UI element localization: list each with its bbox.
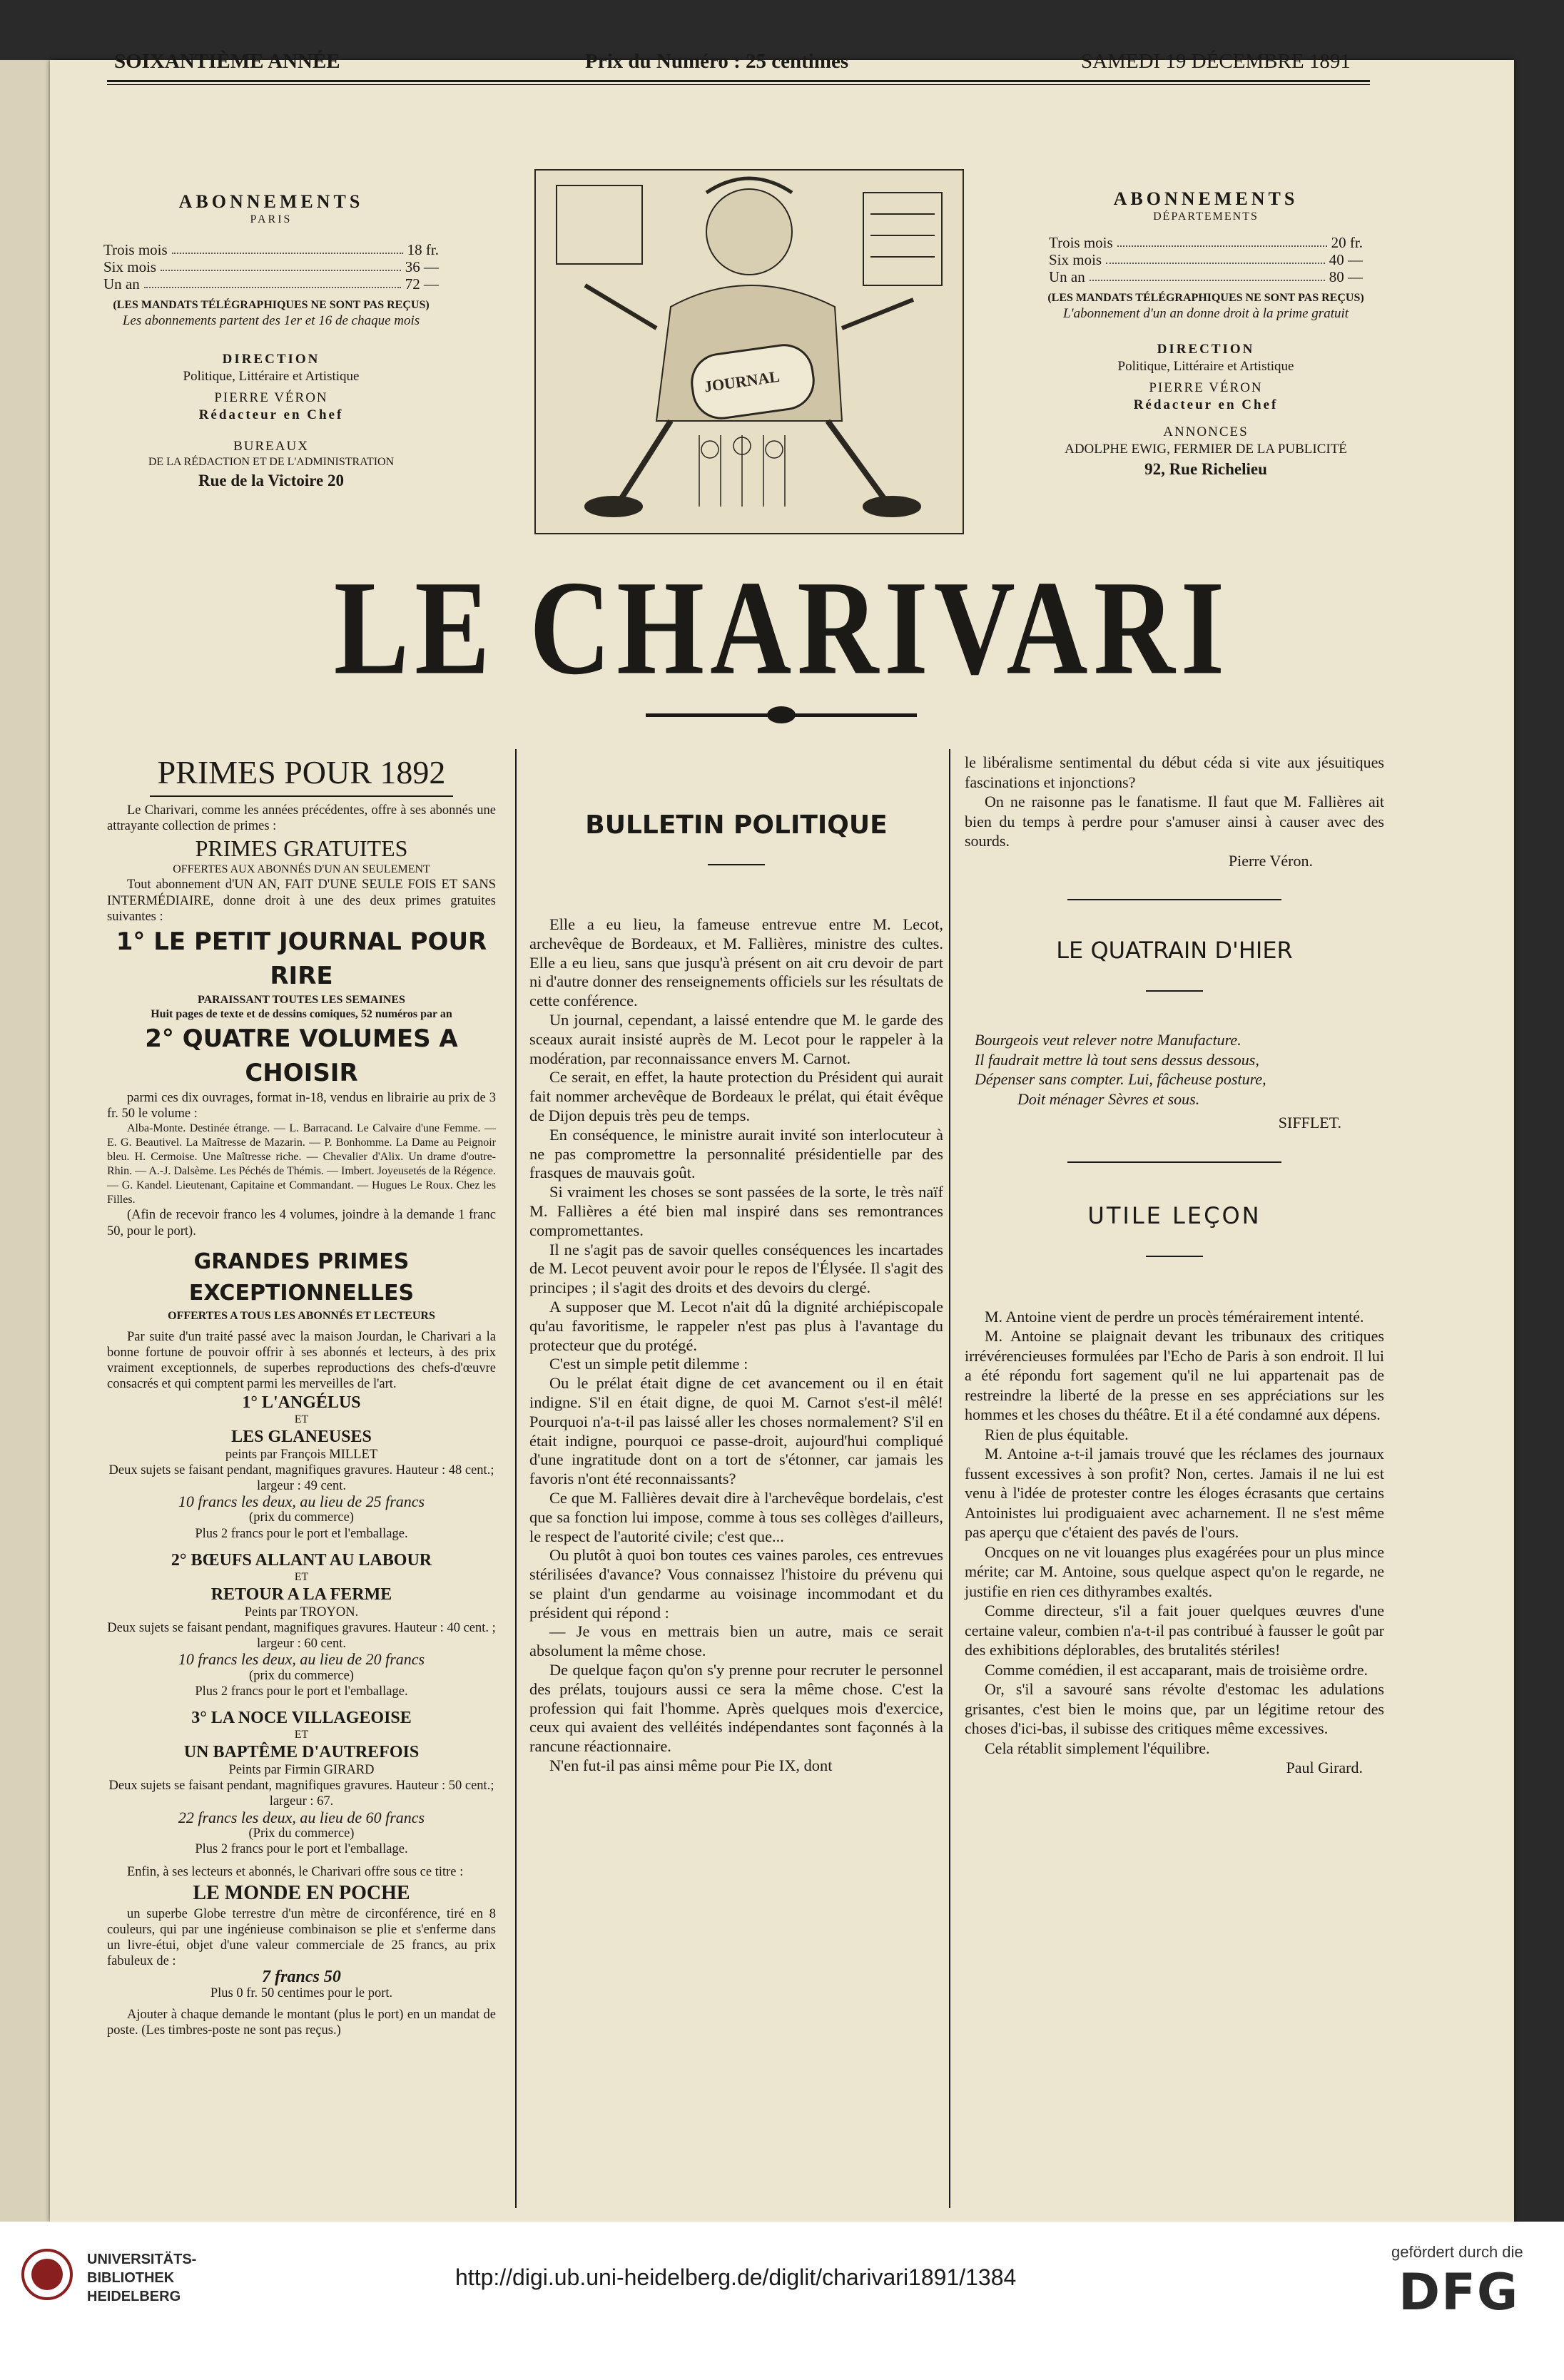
abon-paris-direction: DIRECTION [222,352,320,367]
university-seal-icon [20,2247,74,2302]
bulletin-paragraph: Elle a eu lieu, la fameuse entrevue entre M. Lecot, archevêque de Bordeaux, et M. Fallières, ministre des cultes. Elle a eu lieu, sans que jusqu'à présent on ait cru devoir de part ni d'autre donner des renseignements officiels sur les résultats de cette conférence. [529,915,944,1010]
quatrain-line: Il faudrait mettre là tout sens dessus dessous, [975,1050,1259,1069]
lecon-paragraph: Cela rétablit simplement l'équilibre. [985,1739,1210,1757]
library-name-line: HEIDELBERG [87,2289,181,2304]
prime-1-sub: PARAISSANT TOUTES LES SEMAINES [198,994,405,1007]
lecon-body [965,1307,1384,1759]
abon-paris-bureaux: BUREAUX [233,439,309,454]
abon-paris-row: Un an 72 — [103,275,439,293]
primes-intro: Le Charivari, comme les années précédentes, offre à ses abonnés une attrayante collection de primes : [107,803,496,834]
abonnements-departements [1035,188,1377,478]
lecon-paragraph: Oncques on ne vit louanges plus exagérées pour un plus mince mérite; car M. Antoine, sous quelque aspect qu'on le regarde, ne justifie en rien ces dithyrambes exaltés. [965,1542,1384,1600]
prime-g1-et: ET [294,1413,309,1425]
bulletin-body [529,915,943,1776]
prime-g2-et: ET [294,1570,309,1583]
prime-g1-title: 1° L'ANGÉLUS [242,1393,361,1412]
abon-dept-address: 92, Rue Richelieu [1144,460,1267,478]
abon-dept-row: Trois mois 20 fr. [1049,234,1363,251]
bulletin-paragraph: A supposer que M. Lecot n'ait dû la dignité archiépiscopale qu'au favoritisme, le rappeler n'est pas plus à l'avantage du protecteur que du protégé. [529,1297,943,1354]
primes-gratuites-text: Tout abonnement d'UN AN, FAIT D'UNE SEULE FOIS ET SANS INTERMÉDIAIRE, donne droit à une des deux primes gratuites suivantes : [107,878,496,924]
prime-g1-port: Plus 2 francs pour le port et l'emballage. [195,1526,408,1541]
prime-g3-pc: (Prix du commerce) [248,1826,355,1841]
monde-title: LE MONDE EN POCHE [193,1881,410,1904]
illustration-banner: JOURNAL [703,367,781,396]
abon-dept-director-role: Rédacteur en Chef [1133,397,1279,412]
grandes-primes-title: GRANDES PRIMES EXCEPTIONNELLES [188,1249,415,1306]
lecon-paragraph: M. Antoine se plaignait devant les tribunaux des critiques irrévérencieuses formulées par l'Echo de Paris à son endroit. Il lui a été répondu fort sagement qu'il ne lui appartenait pas de restreindre la liberté de la presse en ses appréciations sur les hommes et les choses du théâtre. Et il a été condamné aux dépens. [965,1327,1384,1423]
newspaper-title: LE CHARIVARI [333,553,1231,703]
bulletin-paragraph: — Je vous en mettrais bien un autre, mais ce serait absolument la même chose. [529,1622,943,1660]
prime-g3-et: ET [294,1729,309,1741]
bulletin-heading: BULLETIN POLITIQUE [585,810,888,840]
abon-paris-subtitle: PARIS [250,213,293,225]
funded-by-text: gefördert durch die [1391,2243,1523,2261]
prime-g3-text: Deux sujets se faisant pendant, magnifiques gravures. Hauteur : 50 cent.; largeur : 67. [108,1779,494,1809]
abon-paris-row: Trois mois 18 fr. [103,241,439,258]
abon-dept-row: Un an 80 — [1049,268,1363,285]
lecon-paragraph: Comme comédien, il est accaparant, mais de troisième ordre. [985,1660,1368,1679]
abon-paris-director: PIERRE VÉRON [214,390,328,405]
bulletin-paragraph: Si vraiment les choses se sont passées de la sorte, le très naïf M. Fallières a été bien mal inspiré dans ses remontrances compromettantes. [529,1183,943,1239]
primes-heading: PRIMES POUR 1892 [157,754,446,790]
lecon-heading: UTILE LEÇON [1087,1201,1261,1229]
abonnements-paris [103,191,439,489]
abon-paris-note2: Les abonnements partent des 1er et 16 de chaque mois [122,313,420,328]
abon-dept-row: Six mois 40 — [1049,251,1363,268]
source-url-link[interactable]: http://digi.ub.uni-heidelberg.de/diglit/charivari1891/1384 [455,2264,1017,2290]
prime-g3-title-b: UN BAPTÊME D'AUTREFOIS [183,1743,420,1762]
bulletin-paragraph: N'en fut-il pas ainsi même pour Pie IX, dont [549,1756,833,1775]
cartoon-illustration [528,164,970,549]
quatrain-line: Dépenser sans compter. Lui, fâcheuse posture, [975,1070,1266,1088]
column-separator [515,749,517,2208]
abon-dept-direction: DIRECTION [1157,342,1255,357]
bulletin-paragraph: Ou plutôt à quoi bon toutes ces vaines paroles, ces entrevues stérilisées d'avance? Vous connaissez l'histoire du prévenu qui se plaint d'un gendarme au voisinage incommodant et du président qui répond : [529,1546,943,1622]
prime-g1-title-b: LES GLANEUSES [231,1427,372,1446]
prime-1-title: 1° LE PETIT JOURNAL POUR RIRE [116,927,487,991]
prime-g1-text: Deux sujets se faisant pendant, magnifiques gravures. Hauteur : 48 cent.; largeur : 49 cent. [108,1463,494,1494]
primes-gratuites: PRIMES GRATUITES [195,835,408,862]
prime-2-text: parmi ces dix ouvrages, format in-18, vendus en librairie au prix de 3 fr. 50 le volume : [107,1091,496,1122]
prime-g2-pc: (prix du commerce) [249,1668,354,1683]
prime-g2-price: 10 francs les deux, au lieu de 20 francs [178,1650,425,1669]
quatrain-poem [965,1030,1384,1109]
bulletin-paragraph: Un journal, cependant, a laissé entendre que M. le garde des sceaux aurait insisté auprès de M. Lecot pour le rappeler à la modération, par reconnaissance envers M. Carnot. [529,1010,943,1067]
abon-dept-subtitle: DÉPARTEMENTS [1153,210,1259,223]
abon-paris-title: ABONNEMENTS [178,191,364,212]
column-primes [107,753,496,2038]
footer-bar [0,2222,1564,2380]
abon-paris-director-role: Rédacteur en Chef [198,407,344,422]
bulletin-paragraph: En conséquence, le ministre aurait invité son interlocuteur à ne pas compromettre la personnalité présidentielle par des frasques de mauvais goût. [529,1125,943,1182]
prime-g3-title: 3° LA NOCE VILLAGEOISE [191,1709,412,1728]
monde-text: un superbe Globe terrestre d'un mètre de circonférence, tiré en 8 couleurs, qui par une ingénieuse combinaison se plie et s'enferme dans un livre-étui, objet d'une valeur commerciale de 25 francs, au prix fabuleux de : [107,1906,496,1969]
bulletin-paragraph: Il ne s'agit pas de savoir quelles conséquences les incartades de M. Lecot peuvent avoir pour le repos de l'Élysée. Il s'agit des principes ; il s'agit des droits et des devoirs du clergé. [529,1240,943,1297]
adjacent-page-strip [0,60,50,2222]
abon-dept-note2: L'abonnement d'un an donne droit à la prime gratuit [1062,306,1349,321]
signature-sifflet: SIFFLET. [1278,1114,1341,1131]
prime-g2-title: 2° BŒUFS ALLANT AU LABOUR [171,1550,432,1570]
abon-paris-bureaux-line: DE LA RÉDACTION ET DE L'ADMINISTRATION [148,456,395,468]
quatrain-line: Bourgeois veut relever notre Manufacture. [975,1031,1241,1049]
grandes-primes-sub: OFFERTES A TOUS LES ABONNÉS ET LECTEURS [168,1309,435,1322]
prime-g2-port: Plus 2 francs pour le port et l'emballage. [195,1684,408,1699]
masthead-year: SOIXANTIÈME ANNÉE [114,50,340,73]
abon-dept-annonces: ANNONCES [1163,424,1249,439]
prime-1-text: Huit pages de texte et de dessins comiques, 52 numéros par an [151,1008,452,1021]
dfg-logo: DFG [1398,2263,1520,2321]
prime-g2-by: Peints par TROYON. [244,1605,359,1619]
abon-dept-note: (LES MANDATS TÉLÉGRAPHIQUES NE SONT PAS REÇUS) [1047,292,1364,304]
grandes-primes-text: Par suite d'un traité passé avec la maison Jourdan, le Charivari a la bonne fortune de pouvoir offrir à ses abonnés et lecteurs, à des prix vraiment exceptionnels, de superbes reproductions des chefs-d'œuvre consacrés et qui comptent parmi les merveilles de l'art. [107,1329,496,1392]
title-ornament [767,706,796,723]
lecon-paragraph: M. Antoine vient de perdre un procès témérairement intenté. [985,1307,1364,1326]
monde-price: 7 francs 50 [262,1968,341,1987]
abon-dept-title: ABONNEMENTS [1113,188,1299,209]
masthead-rule-thin [107,84,1370,85]
bulletin-paragraph: C'est un simple petit dilemme : [549,1355,748,1373]
prime-g2-title-b: RETOUR A LA FERME [210,1585,392,1604]
abon-dept-direction-line: Politique, Littéraire et Artistique [1117,359,1294,374]
bulletin-paragraph: Ou le prélat était digne de cet avancement ou il en était indigne. S'il en était digne, de quoi M. Carnot s'est-il mêlé! Pourquoi n'a-t-il pas laissé aller les choses normalement? S'il en était indigne, pourquoi ce passe-droit, aujourd'hui compliqué d'une ingratitude dont on a tort de s'étonner, car jamais les favoris n'ont été reconnaissants? [529,1374,943,1488]
bulletin-paragraph: Ce serait, en effet, la haute protection du Président qui aurait fait nommer archevêque de Bordeaux le prélat, qui était évêque de Dijon depuis très peu de temps. [529,1068,943,1124]
column-separator [949,749,950,2208]
abon-dept-director: PIERRE VÉRON [1149,380,1263,395]
column-right [965,753,1384,1778]
signature-girard: Paul Girard. [1286,1759,1363,1776]
prime-2-list: Alba-Monte. Destinée étrange. — L. Barracand. Le Calvaire d'une Femme. — E. G. Beautivel. La Maîtresse de Mazarin. — P. Bonhomme. La Dame au Peignoir bleu. H. Cermoise. Une Maîtresse riche. — Chevalier d'Alix. Un drame d'outre-Rhin. — A.-J. Dalsème. Les Péchés de Thémis. — Imbert. Joyeusetés de la Régence. — G. Kandel. Lieutenant, Capitaine et Commandant. — Hugues Le Roux. Chez les Filles. [107,1122,496,1206]
signature-veron: Pierre Véron. [1228,851,1313,870]
abon-paris-direction-line: Politique, Littéraire et Artistique [183,369,360,384]
quatrain-line: Doit ménager Sèvres et sous. [1017,1089,1200,1108]
abon-dept-annonces-line: ADOLPHE EWIG, FERMIER DE LA PUBLICITÉ [1065,442,1347,457]
abon-paris-address: Rue de la Victoire 20 [198,472,344,489]
bulletin-cont: le libéralisme sentimental du début céda si vite aux jésuitiques fascinations et injonctions? [965,753,1384,791]
prime-g3-price: 22 francs les deux, au lieu de 60 francs [178,1808,425,1826]
prime-g3-by: Peints par Firmin GIRARD [228,1763,375,1778]
prime-g3-port: Plus 2 francs pour le port et l'emballage. [195,1842,408,1857]
abon-paris-row: Six mois 36 — [103,258,439,275]
quatrain-heading: LE QUATRAIN D'HIER [1056,937,1293,964]
prime-g1-price: 10 francs les deux, au lieu de 25 francs [178,1492,425,1511]
bulletin-paragraph: Ce que M. Fallières devait dire à l'archevêque bordelais, c'est que sa fonction lui impose, comme à tous ses collèges d'ailleurs, le respect de l'autorité civile; c'est que... [529,1488,943,1545]
library-name-line: BIBLIOTHEK [87,2270,175,2286]
masthead-rule [107,80,1370,82]
lecon-paragraph: M. Antoine a-t-il jamais trouvé que les réclames des journaux fussent excessives à son profit? Non, certes. Jamais il ne lui est venu à l'idée de protester contre les éloges écrasants que certains Antoinistes lui prodiguaient avec acharnement. Il ne s'est même pas aperçu que c'étaient des pavés de l'ours. [965,1445,1384,1541]
abon-paris-note: (LES MANDATS TÉLÉGRAPHIQUES NE SONT PAS REÇUS) [113,299,430,311]
library-name-line: UNIVERSITÄTS- [87,2252,197,2267]
lecon-paragraph: Or, s'il a savouré sans révolte d'estomac les adulations grisantes, c'est bien le moins que, par un légitime retour des choses d'ici-bas, il subisse des critiques même excessives. [965,1680,1384,1737]
prime-g2-text: Deux sujets se faisant pendant, magnifiques gravures. Hauteur : 40 cent. ; largeur : 60 cent. [107,1621,496,1652]
prime-2-title: 2° QUATRE VOLUMES A CHOISIR [145,1024,458,1088]
lecon-paragraph: Comme directeur, s'il a fait jouer quelques œuvres d'une certaine valeur, combien n'a-t-il pas contribué à fausser le goût par des exhibitions déplorables, des brutalités stériles! [965,1602,1384,1659]
bulletin-cont2: On ne raisonne pas le fanatisme. Il faut que M. Fallières ait bien du temps à perdre pour s'amuser ainsi à causer avec des sourds. [965,793,1384,850]
monde-port: Plus 0 fr. 50 centimes pour le port. [210,1985,393,2000]
column-bulletin [529,749,943,1776]
prime-2-note: (Afin de recevoir franco les 4 volumes, joindre à la demande 1 franc 50, pour le port). [107,1208,496,1239]
lecon-paragraph: Rien de plus équitable. [985,1425,1129,1443]
prime-g1-by: peints par François MILLET [225,1447,378,1462]
prime-g1-pc: (prix du commerce) [249,1510,354,1525]
ajouter-note: Ajouter à chaque demande le montant (plus le port) en un mandat de poste. (Les timbres-poste ne sont pas reçus.) [107,2007,496,2038]
primes-gratuites-sub: OFFERTES AUX ABONNÉS D'UN AN SEULEMENT [173,863,430,876]
monde-intro: Enfin, à ses lecteurs et abonnés, le Charivari offre sous ce titre : [127,1865,464,1880]
masthead-date: SAMEDI 19 DÉCEMBRE 1891 [1081,50,1351,73]
masthead-price: Prix du Numéro : 25 centimes [585,50,849,73]
bulletin-paragraph: De quelque façon qu'on s'y prenne pour recruter le personnel des prélats, toujours aussi ce sera la même chose. C'est la profession qui fait l'homme. Après quelques mois d'exercice, ceux qui avaient des velléités indépendantes sont façonnés à la rancune réactionnaire. [529,1661,943,1756]
